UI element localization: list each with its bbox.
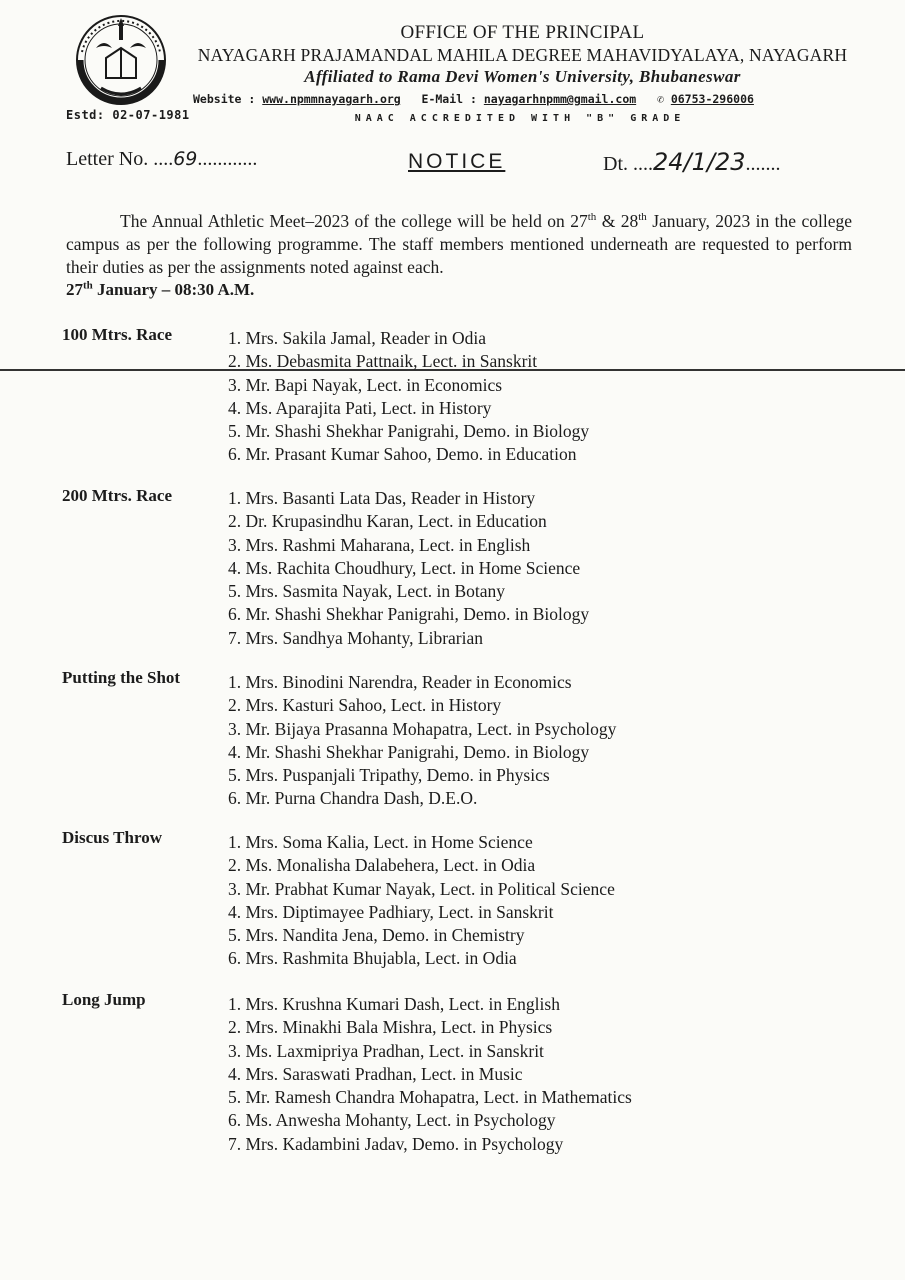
office-title: OFFICE OF THE PRINCIPAL bbox=[400, 22, 645, 43]
list-item: 4. Ms. Aparajita Pati, Lect. in History bbox=[228, 397, 492, 418]
list-item: 7. Mrs. Kadambini Jadav, Demo. in Psychology bbox=[228, 1133, 564, 1154]
list-item: 6. Mrs. Rashmita Bhujabla, Lect. in Odia bbox=[228, 948, 517, 969]
list-item: 2. Dr. Krupasindhu Karan, Lect. in Education bbox=[228, 511, 547, 532]
list-item: 3. Mr. Prabhat Kumar Nayak, Lect. in Political Science bbox=[228, 878, 615, 899]
event-name: 200 Mtrs. Race bbox=[62, 486, 172, 505]
list-item: 4. Mr. Shashi Shekhar Panigrahi, Demo. in Biology bbox=[228, 741, 590, 762]
email-label: E-Mail : bbox=[421, 92, 477, 106]
naac-accreditation: NAAC ACCREDITED WITH "B" GRADE bbox=[354, 113, 686, 124]
list-item: 5. Mrs. Nandita Jena, Demo. in Chemistry bbox=[228, 925, 525, 946]
member-list bbox=[228, 487, 589, 650]
website-label: Website : bbox=[193, 92, 256, 106]
list-item: 1. Mrs. Binodini Narendra, Reader in Economics bbox=[228, 672, 572, 692]
phone-number: 06753-296006 bbox=[670, 92, 754, 106]
list-item: 1. Mrs. Sakila Jamal, Reader in Odia bbox=[228, 328, 487, 348]
letter-number-value: 69 bbox=[173, 148, 198, 170]
affiliation-line: Affiliated to Rama Devi Women's University, Bhubaneswar bbox=[304, 67, 741, 86]
list-item: 6. Mr. Purna Chandra Dash, D.E.O. bbox=[228, 788, 478, 809]
list-item: 3. Ms. Laxmipriya Pradhan, Lect. in Sanskrit bbox=[228, 1040, 544, 1061]
schedule-day-heading: 27th January – 08:30 A.M. bbox=[66, 279, 255, 299]
list-item: 5. Mrs. Puspanjali Tripathy, Demo. in Physics bbox=[228, 765, 550, 786]
college-name: NAYAGARH PRAJAMANDAL MAHILA DEGREE MAHAVIDYALAYA, NAYAGARH bbox=[197, 45, 848, 65]
list-item: 2. Mrs. Kasturi Sahoo, Lect. in History bbox=[228, 695, 502, 716]
college-emblem-logo bbox=[66, 8, 176, 108]
event-name: Discus Throw bbox=[62, 828, 162, 847]
phone-icon: ✆ bbox=[656, 92, 664, 106]
established-date: Estd: 02-07-1981 bbox=[66, 108, 190, 122]
list-item: 1. Mrs. Krushna Kumari Dash, Lect. in English bbox=[228, 994, 560, 1014]
event-name: 100 Mtrs. Race bbox=[62, 325, 172, 344]
member-list bbox=[228, 993, 632, 1156]
member-list bbox=[228, 831, 615, 971]
list-item: 1. Mrs. Soma Kalia, Lect. in Home Science bbox=[228, 832, 533, 852]
list-item: 5. Mr. Shashi Shekhar Panigrahi, Demo. in Biology bbox=[228, 421, 590, 442]
date-dots: ....... bbox=[745, 153, 781, 175]
website-link[interactable]: www.npmmnayagarh.org bbox=[262, 92, 401, 106]
list-item: 4. Mrs. Diptimayee Padhiary, Lect. in Sanskrit bbox=[228, 901, 554, 922]
list-item: 3. Mr. Bapi Nayak, Lect. in Economics bbox=[228, 374, 503, 395]
list-item: 6. Mr. Prasant Kumar Sahoo, Demo. in Education bbox=[228, 444, 577, 465]
list-item: 2. Ms. Monalisha Dalabehera, Lect. in Odia bbox=[228, 855, 536, 876]
intro-paragraph: The Annual Athletic Meet–2023 of the college will be held on 27th & 28th January, 2023 in the college campus as per the following programme. The staff members mentioned underneath are requested to perform their duties as per the assignments noted against each. bbox=[66, 210, 852, 277]
list-item: 2. Mrs. Minakhi Bala Mishra, Lect. in Physics bbox=[228, 1017, 553, 1038]
list-item: 6. Ms. Anwesha Mohanty, Lect. in Psychology bbox=[228, 1110, 556, 1131]
letter-number bbox=[66, 148, 257, 171]
event-name: Putting the Shot bbox=[62, 668, 181, 687]
date-value: 24/1/23 bbox=[653, 148, 746, 176]
date-label: Dt. .... bbox=[603, 153, 653, 175]
list-item: 3. Mrs. Rashmi Maharana, Lect. in English bbox=[228, 534, 531, 555]
contact-line bbox=[193, 92, 858, 106]
list-item: 5. Mrs. Sasmita Nayak, Lect. in Botany bbox=[228, 581, 506, 602]
list-item: 6. Mr. Shashi Shekhar Panigrahi, Demo. in Biology bbox=[228, 604, 590, 625]
notice-date bbox=[603, 148, 781, 176]
list-item: 4. Ms. Rachita Choudhury, Lect. in Home Science bbox=[228, 557, 581, 578]
list-item: 2. Ms. Debasmita Pattnaik, Lect. in Sanskrit bbox=[228, 351, 538, 372]
event-name: Long Jump bbox=[62, 990, 146, 1009]
notice-title: NOTICE bbox=[408, 150, 506, 173]
list-item: 5. Mr. Ramesh Chandra Mohapatra, Lect. in Mathematics bbox=[228, 1087, 632, 1108]
letter-number-label: Letter No. .... bbox=[66, 148, 174, 170]
list-item: 7. Mrs. Sandhya Mohanty, Librarian bbox=[228, 627, 483, 648]
member-list bbox=[228, 327, 589, 467]
letter-number-dots: ............ bbox=[197, 148, 258, 170]
list-item: 1. Mrs. Basanti Lata Das, Reader in History bbox=[228, 488, 536, 508]
member-list bbox=[228, 671, 616, 811]
email-link[interactable]: nayagarhnpmm@gmail.com bbox=[483, 92, 637, 106]
list-item: 3. Mr. Bijaya Prasanna Mohapatra, Lect. in Psychology bbox=[228, 718, 617, 739]
list-item: 4. Mrs. Saraswati Pradhan, Lect. in Music bbox=[228, 1063, 523, 1084]
